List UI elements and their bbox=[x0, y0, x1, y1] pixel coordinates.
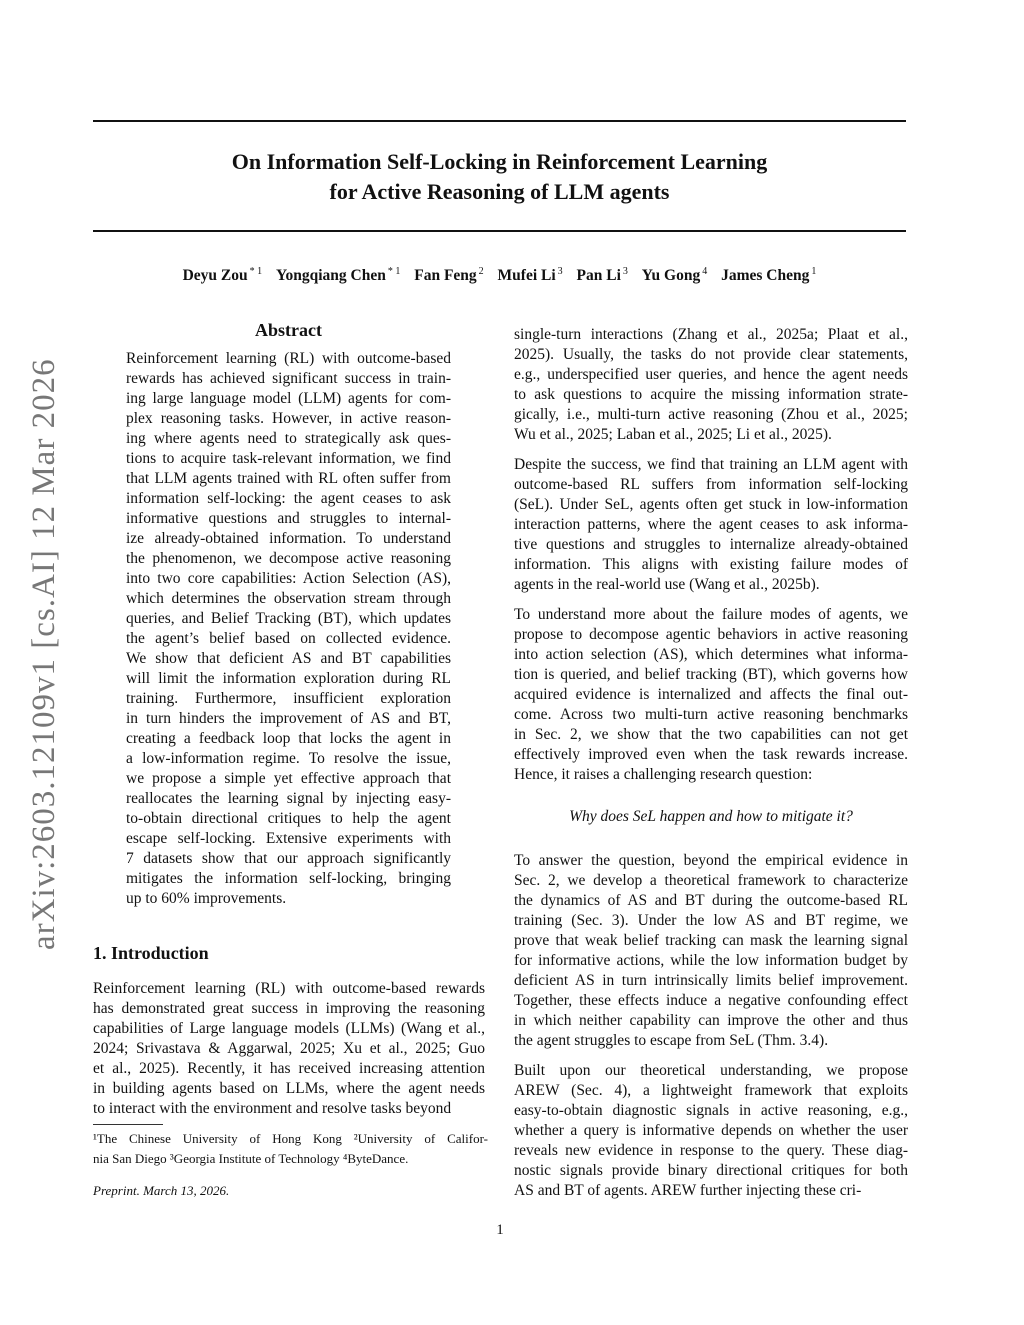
text-line: which determines the observation stream through bbox=[126, 590, 451, 607]
text-line: the agent’s belief based on collected evidence. bbox=[126, 630, 451, 647]
author: Pan Li $^3$ bbox=[576, 266, 628, 285]
text-line: into action selection (AS), which determines what informa- bbox=[514, 646, 908, 663]
text-line: into two core capabilities: Action Selection (AS), bbox=[126, 570, 451, 587]
text-line: effectively improved even when the task rewards increase. bbox=[514, 746, 908, 763]
text-line: Despite the success, we find that training an LLM agent with bbox=[514, 456, 908, 473]
text-line: to ask questions to acquire the missing information strate- bbox=[514, 386, 908, 403]
text-line: nostic signals provide binary directional critiques for both bbox=[514, 1162, 908, 1179]
text-line: To understand more about the failure modes of agents, we bbox=[514, 606, 908, 623]
text-line: ing where agents need to strategically ask ques- bbox=[126, 430, 451, 447]
text-line: mitigates the information self-locking, bringing bbox=[126, 870, 451, 887]
research-question: Why does SeL happen and how to mitigate it? bbox=[569, 808, 853, 825]
text-line: to-obtain directional critiques to help the agent bbox=[126, 810, 451, 827]
top-rule bbox=[93, 120, 906, 122]
intro-heading: 1. Introduction bbox=[93, 943, 209, 963]
text-line: information. This aligns with existing failure modes of bbox=[514, 556, 908, 573]
affiliation-footnote: ¹The Chinese University of Hong Kong ²University of Califor- nia San Diego ³Georgia Institute of Technology ⁴ByteDance. bbox=[93, 1131, 488, 1166]
text-line: up to 60% improvements. bbox=[126, 890, 287, 907]
author: Yongqiang Chen $^{* 1}$ bbox=[276, 266, 401, 285]
author: Mufei Li $^3$ bbox=[497, 266, 563, 285]
right-paragraph-1 bbox=[514, 325, 908, 445]
text-line: We show that deficient AS and BT capabilities bbox=[126, 650, 451, 667]
text-line: plex reasoning tasks. However, in active reason- bbox=[126, 410, 451, 427]
text-line: interaction patterns, where the agent ceases to ask informa- bbox=[514, 516, 908, 533]
text-line: rewards has achieved significant success in train- bbox=[126, 370, 451, 387]
text-line: tive questions and struggles to internalize already-obtained bbox=[514, 536, 908, 553]
text-line: training (Sec. 3). Under the low AS and BT regime, we bbox=[514, 912, 908, 929]
text-line: tion is queried, and belief tracking (BT), which governs how bbox=[514, 666, 908, 683]
text-line: deficient AS in turn intrinsically limits belief improvement. bbox=[514, 972, 908, 989]
text-line: creating a feedback loop that locks the agent in bbox=[126, 730, 451, 747]
text-line: Reinforcement learning (RL) with outcome-based bbox=[126, 350, 451, 367]
text-line: Wu et al., 2025; Laban et al., 2025; Li et al., 2025). bbox=[514, 426, 832, 443]
text-line: AS and BT of agents. AREW further injecting these cri- bbox=[514, 1182, 862, 1199]
text-line: agents in the real-world use (Wang et al., 2025b). bbox=[514, 576, 820, 593]
text-line: in Sec. 2, we show that the two capabilities can not get bbox=[514, 726, 908, 743]
text-line: et al., 2025). Recently, it has received increasing attention bbox=[93, 1060, 485, 1077]
text-line: easy-to-obtain diagnostic signals in active reasoning, e.g., bbox=[514, 1102, 908, 1119]
text-line: tions to acquire task-relevant information, we find bbox=[126, 450, 451, 467]
arxiv-stamp: arXiv:2603.12109v1 [cs.AI] 12 Mar 2026 bbox=[26, 358, 62, 950]
text-line: will limit the information exploration during RL bbox=[126, 670, 451, 687]
text-line: informative questions and struggles to internal- bbox=[126, 510, 451, 527]
text-line: Sec. 2, we develop a theoretical framework to characterize bbox=[514, 872, 908, 889]
text-line: To answer the question, beyond the empirical evidence in bbox=[514, 852, 908, 869]
author: James Cheng $^1$ bbox=[721, 266, 817, 285]
text-line: for informative actions, while the low information budget by bbox=[514, 952, 908, 969]
text-line: propose to decompose agentic behaviors in active reasoning bbox=[514, 626, 908, 643]
text-line: the phenomenon, we decompose active reasoning bbox=[126, 550, 451, 567]
right-paragraph-2 bbox=[514, 455, 908, 595]
abstract-heading: Abstract bbox=[255, 320, 322, 340]
text-line: Hence, it raises a challenging research question: bbox=[514, 766, 813, 783]
text-line: prove that weak belief tracking can mask the learning signal bbox=[514, 932, 908, 949]
text-line: we propose a simple yet effective approach that bbox=[126, 770, 451, 787]
right-paragraph-4 bbox=[514, 851, 908, 1051]
text-line: gically, i.e., multi-turn active reasoning (Zhou et al., 2025; bbox=[514, 406, 908, 423]
abstract-body bbox=[126, 349, 451, 909]
text-line: ing large language model (LLM) agents for com- bbox=[126, 390, 451, 407]
page-number: 1 bbox=[496, 1222, 504, 1238]
text-line: 7 datasets show that our approach significantly bbox=[126, 850, 451, 867]
title-bottom-rule bbox=[93, 230, 906, 232]
text-line: reallocates the learning signal by injecting easy- bbox=[126, 790, 451, 807]
intro-body bbox=[93, 979, 485, 1119]
text-line: e.g., underspecified user queries, and hence the agent needs bbox=[514, 366, 908, 383]
text-line: reveals new evidence in response to the query. These diag- bbox=[514, 1142, 908, 1159]
text-line: ize already-obtained information. To understand bbox=[126, 530, 451, 547]
text-line: queries, and Belief Tracking (BT), which updates bbox=[126, 610, 451, 627]
paper-title bbox=[93, 147, 906, 207]
text-line: that LLM agents trained with RL often suffer from bbox=[126, 470, 451, 487]
text-line: in building agents based on LLMs, where the agent needs bbox=[93, 1080, 485, 1097]
text-line: training. Furthermore, insufficient exploration bbox=[126, 690, 451, 707]
text-line: 2025). Usually, the tasks do not provide clear statements, bbox=[514, 346, 908, 363]
text-line: to interact with the environment and resolve tasks beyond bbox=[93, 1100, 452, 1117]
text-line: whether a query is informative depends on whether the user bbox=[514, 1122, 908, 1139]
title-line-1: On Information Self-Locking in Reinforcement Learning bbox=[231, 149, 768, 174]
text-line: has demonstrated great success in improving the reasoning bbox=[93, 1000, 485, 1017]
text-line: capabilities of Large language models (LLMs) (Wang et al., bbox=[93, 1020, 485, 1037]
text-line: Together, these effects induce a negative confounding effect bbox=[514, 992, 908, 1009]
text-line: Built upon our theoretical understanding, we propose bbox=[514, 1062, 908, 1079]
text-line: outcome-based RL suffers from information self-locking bbox=[514, 476, 908, 493]
text-line: a low-information regime. To resolve the issue, bbox=[126, 750, 451, 767]
text-line: AREW (Sec. 4), a lightweight framework that exploits bbox=[514, 1082, 908, 1099]
preprint-note: Preprint. March 13, 2026. bbox=[93, 1183, 230, 1198]
right-paragraph-5 bbox=[514, 1061, 908, 1201]
text-line: the agent struggles to escape from SeL (Thm. 3.4). bbox=[514, 1032, 829, 1049]
text-line: escape self-locking. Extensive experiments with bbox=[126, 830, 451, 847]
author: Fan Feng $^2$ bbox=[414, 266, 484, 285]
text-line: Reinforcement learning (RL) with outcome-based rewards bbox=[93, 980, 485, 997]
footnote-rule bbox=[93, 1124, 163, 1125]
text-line: (SeL). Under SeL, agents often get stuck in low-information bbox=[514, 496, 908, 513]
title-line-2: for Active Reasoning of LLM agents bbox=[329, 179, 670, 204]
text-line: in turn hinders the improvement of AS and BT, bbox=[126, 710, 451, 727]
text-line: single-turn interactions (Zhang et al., 2025a; Plaat et al., bbox=[514, 326, 908, 343]
author: Deyu Zou $^{* 1}$ bbox=[182, 266, 263, 285]
text-line: information self-locking: the agent ceases to ask bbox=[126, 490, 451, 507]
text-line: in which neither capability can improve the other and thus bbox=[514, 1012, 908, 1029]
author-list bbox=[93, 266, 906, 285]
right-paragraph-3 bbox=[514, 605, 908, 785]
text-line: come. Across two multi-turn active reasoning benchmarks bbox=[514, 706, 908, 723]
text-line: acquired evidence is internalized and affects the final out- bbox=[514, 686, 908, 703]
text-line: 2024; Srivastava & Aggarwal, 2025; Xu et al., 2025; Guo bbox=[93, 1040, 485, 1057]
author: Yu Gong $^4$ bbox=[641, 266, 708, 285]
text-line: the dynamics of AS and BT during the outcome-based RL bbox=[514, 892, 908, 909]
